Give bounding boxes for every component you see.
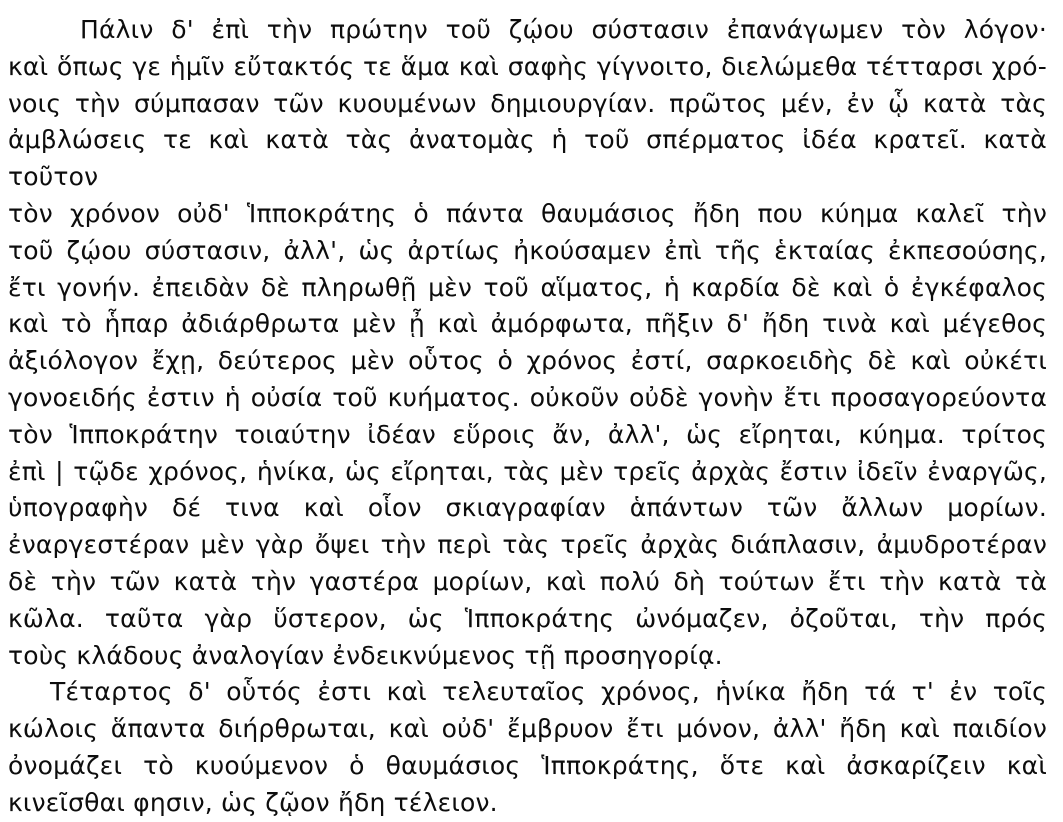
text-line: ἐπὶ | τῷδε χρόνος, ἡνίκα, ὡς εἴρηται, τὰς μὲν τρεῖς ἀρχὰς ἔστιν ἰδεῖν ἐναργῶς,: [8, 456, 1047, 486]
text-line: ὑπογραφὴν δέ τινα καὶ οἷον σκιαγραφίαν ἁπάντων τῶν ἄλλων μορίων.: [8, 493, 1047, 523]
text-line: ὀνομάζει τὸ κυούμενον ὁ θαυμάσιος Ἱπποκράτης, ὅτε καὶ ἀσκαρίζειν καὶ: [8, 750, 1047, 780]
text-line: δὲ τὴν τῶν κατὰ τὴν γαστέρα μορίων, καὶ πολύ δὴ τούτων ἔτι τὴν κατὰ τὰ: [8, 566, 1047, 596]
text-line: κώλοις ἅπαντα διήρθρωται, καὶ οὐδ' ἔμβρυον ἔτι μόνον, ἀλλ' ἤδη καὶ παιδίον: [8, 714, 1047, 744]
text-line: γονοειδής ἐστιν ἡ οὐσία τοῦ κυήματος. οὐκοῦν οὐδὲ γονὴν ἔτι προσαγορεύοντα: [8, 382, 1047, 412]
text-line: τὸν Ἱπποκράτην τοιαύτην ἰδέαν εὕροις ἄν, ἀλλ', ὡς εἴρηται, κύημα. τρίτος: [8, 419, 1047, 449]
text-line: Τέταρτος δ' οὗτός ἐστι καὶ τελευταῖος χρόνος, ἡνίκα ἤδη τά τ' ἐν τοῖς: [50, 677, 1047, 707]
text-line: τοῦ ζῴου σύστασιν, ἀλλ', ὡς ἀρτίως ἠκούσαμεν ἐπὶ τῆς ἑκταίας ἐκπεσούσης,: [8, 235, 1047, 265]
text-line: καὶ τὸ ἧπαρ ἀδιάρθρωτα μὲν ᾖ καὶ ἀμόρφωτα, πῆξιν δ' ἤδη τινὰ καὶ μέγεθος: [8, 309, 1047, 339]
text-line: ἔτι γονήν. ἐπειδὰν δὲ πληρωθῇ μὲν τοῦ αἵματος, ἡ καρδία δὲ καὶ ὁ ἐγκέφαλος: [8, 272, 1047, 302]
paragraph-2: [8, 674, 1047, 821]
text-line: Πάλιν δ' ἐπὶ τὴν πρώτην τοῦ ζῴου σύστασιν ἐπανάγωμεν τὸν λόγον·: [80, 15, 1047, 44]
text-line: ἀξιόλογον ἔχῃ, δεύτερος μὲν οὗτος ὁ χρόνος ἐστί, σαρκοειδὴς δὲ καὶ οὐκέτι: [8, 346, 1047, 376]
text-line: ἀμβλώσεις τε καὶ κατὰ τὰς ἀνατομὰς ἡ τοῦ σπέρματος ἰδέα κρατεῖ. κατὰ τοῦτον: [8, 125, 1047, 192]
text-line: κῶλα. ταῦτα γὰρ ὕστερον, ὡς Ἱπποκράτης ὠνόμαζεν, ὀζοῦται, τὴν πρός: [8, 603, 1047, 633]
text-line: νοις τὴν σύμπασαν τῶν κυουμένων δημιουργίαν. πρῶτος μέν, ἐν ᾧ κατὰ τὰς: [8, 88, 1047, 118]
text-line: ἐναργεστέραν μὲν γὰρ ὄψει τὴν περὶ τὰς τρεῖς ἀρχὰς διάπλασιν, ἀμυδροτέραν: [8, 530, 1047, 560]
text-line: τοὺς κλάδους ἀναλογίαν ἐνδεικνύμενος τῇ προσηγορίᾳ.: [8, 640, 723, 670]
text-line: κινεῖσθαι φησιν, ὡς ζῷον ἤδη τέλειον.: [8, 787, 498, 817]
text-line: τὸν χρόνον οὐδ' Ἱπποκράτης ὁ πάντα θαυμάσιος ἤδη που κύημα καλεῖ τὴν: [8, 198, 1047, 228]
paragraph-1: [8, 12, 1047, 674]
text-line: καὶ ὅπως γε ἡμῖν εὔτακτός τε ἅμα καὶ σαφὴς γίγνοιτο, διελώμεθα τέτταρσι χρό-: [8, 51, 1047, 81]
greek-text-block: [8, 12, 1047, 822]
